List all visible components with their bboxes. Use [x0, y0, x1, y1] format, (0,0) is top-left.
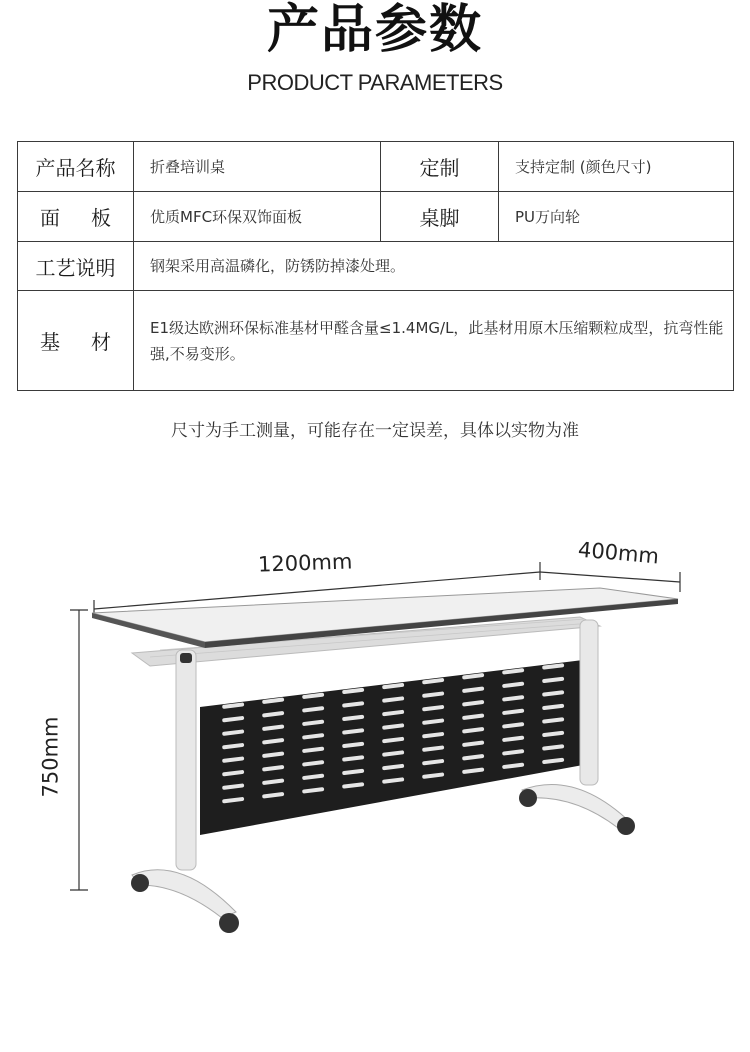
value-panel: 优质MFC环保双饰面板	[134, 192, 381, 242]
value-substrate: E1级达欧洲环保标准基材甲醛含量≤1.4MG/L，此基材用原木压缩颗粒成型，抗弯性能强,不易变形。	[134, 291, 734, 391]
table-row	[18, 242, 734, 291]
table-row	[18, 291, 734, 391]
label-product-name: 产品名称	[18, 142, 134, 192]
folding-table-illustration	[0, 500, 750, 950]
label-legs: 桌脚	[381, 192, 499, 242]
left-caster-front	[219, 913, 239, 933]
page-subtitle: PRODUCT PARAMETERS	[247, 70, 503, 95]
value-legs: PU万向轮	[499, 192, 734, 242]
label-custom: 定制	[381, 142, 499, 192]
label-substrate-char1: 基	[40, 330, 60, 354]
parameters-table	[17, 141, 734, 391]
table-row	[18, 142, 734, 192]
label-panel-char2: 板	[91, 206, 111, 230]
label-panel-char1: 面	[40, 206, 60, 230]
label-substrate-char2: 材	[91, 330, 111, 354]
label-substrate	[18, 291, 134, 391]
left-foot	[132, 870, 236, 918]
dimension-length: 1200mm	[257, 549, 353, 577]
left-caster-back	[131, 874, 149, 892]
label-panel	[18, 192, 134, 242]
right-caster-front	[617, 817, 635, 835]
value-custom: 支持定制 (颜色尺寸)	[499, 142, 734, 192]
page-title: 产品参数	[266, 0, 483, 60]
table-row	[18, 192, 734, 242]
dimension-height: 750mm	[38, 716, 63, 798]
right-foot	[522, 784, 630, 828]
label-process: 工艺说明	[18, 242, 134, 291]
left-leg	[176, 650, 196, 870]
dimension-width: 400mm	[577, 537, 660, 569]
left-leg-hinge	[180, 653, 192, 663]
right-leg	[580, 620, 598, 785]
measurement-note: 尺寸为手工测量，可能存在一定误差，具体以实物为准	[171, 421, 579, 441]
value-product-name: 折叠培训桌	[134, 142, 381, 192]
right-caster-back	[519, 789, 537, 807]
value-process: 钢架采用高温磷化，防锈防掉漆处理。	[134, 242, 734, 291]
